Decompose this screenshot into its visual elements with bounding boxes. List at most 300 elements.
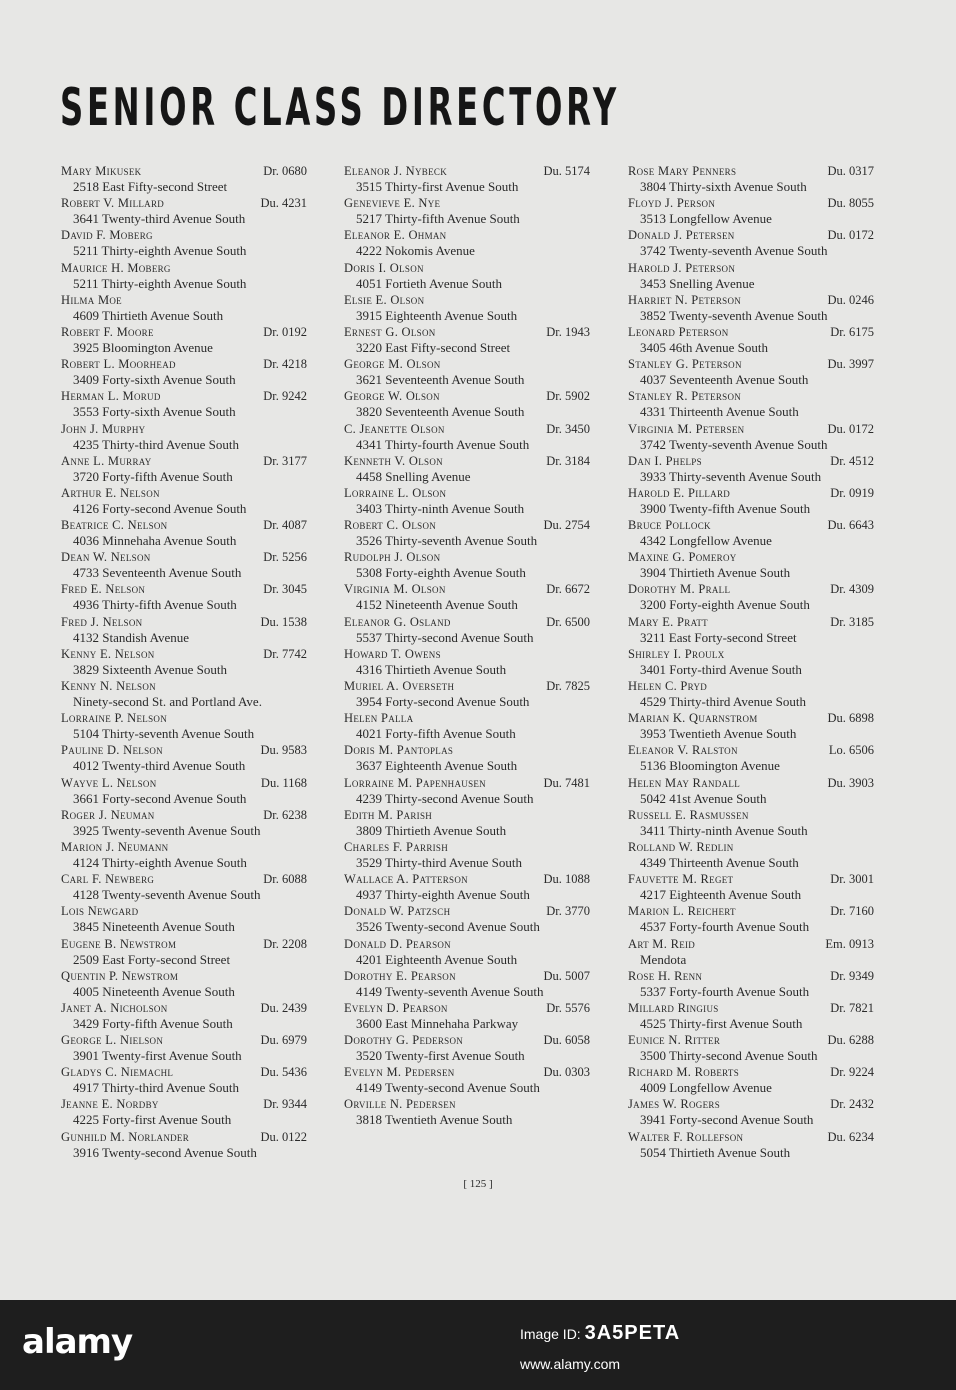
directory-entry [61, 904, 307, 936]
student-name: Jeanne E. Nordby [61, 1097, 159, 1112]
entry-heading [628, 840, 874, 855]
street-address: 4525 Thirty-first Avenue South [640, 1015, 803, 1031]
street-address: 3953 Twentieth Avenue South [640, 726, 797, 742]
entry-heading [61, 615, 307, 630]
student-name: Millard Ringius [628, 1000, 719, 1015]
entry-heading [344, 679, 590, 694]
phone-number: Du. 8055 [827, 196, 874, 211]
street-address: Mendota [640, 951, 687, 967]
student-name: Dan I. Phelps [628, 453, 702, 468]
student-name: Marion J. Neumann [61, 839, 169, 854]
phone-number: Dr. 9242 [263, 389, 307, 404]
street-address: 3529 Thirty-third Avenue South [356, 854, 522, 870]
directory-entry [628, 808, 874, 840]
street-address: 2518 East Fifty-second Street [73, 179, 228, 194]
entry-heading [61, 1001, 307, 1016]
directory-entry [61, 1033, 307, 1065]
directory-entry [628, 647, 874, 679]
entry-heading [628, 486, 874, 501]
entry-heading [61, 743, 307, 758]
entry-heading [344, 969, 590, 984]
student-name: Gunhild M. Norlander [61, 1129, 190, 1144]
student-name: Rudolph J. Olson [344, 550, 441, 565]
directory-entry [344, 486, 590, 518]
street-address: 3200 Forty-eighth Avenue South [640, 597, 810, 613]
directory-entry [61, 743, 307, 775]
street-address: 5104 Thirty-seventh Avenue South [73, 726, 255, 742]
street-address: 3411 Thirty-ninth Avenue South [640, 822, 808, 838]
student-name: Doris I. Olson [344, 260, 424, 275]
directory-entry [628, 1001, 874, 1033]
entry-heading [344, 582, 590, 597]
entry-heading [61, 904, 307, 919]
street-address: 4051 Fortieth Avenue South [356, 275, 503, 291]
street-address: 3429 Forty-fifth Avenue South [73, 1015, 233, 1031]
entry-heading [628, 1065, 874, 1080]
street-address: 3401 Forty-third Avenue South [640, 661, 802, 677]
directory-entry [61, 357, 307, 389]
phone-number: Du. 7481 [543, 775, 590, 790]
street-address: 4331 Thirteenth Avenue South [640, 404, 799, 420]
street-address: 4036 Minnehaha Avenue South [73, 533, 237, 549]
directory-entry [344, 422, 590, 454]
student-name: John J. Murphy [61, 421, 146, 436]
entry-heading [628, 937, 874, 952]
street-address: 3925 Twenty-seventh Avenue South [73, 822, 261, 838]
directory-entry [344, 228, 590, 260]
student-name: Mary E. Pratt [628, 614, 708, 629]
directory-entry [344, 1001, 590, 1033]
directory-entry [628, 1130, 874, 1162]
street-address: 4936 Thirty-fifth Avenue South [73, 597, 237, 613]
street-address: 3809 Thirtieth Avenue South [356, 822, 507, 838]
directory-entry [61, 711, 307, 743]
student-name: Elsie E. Olson [344, 292, 425, 307]
phone-number: Du. 6979 [260, 1033, 307, 1048]
phone-number: Dr. 6500 [546, 614, 590, 629]
student-name: Eunice N. Ritter [628, 1033, 721, 1048]
phone-number: Dr. 6672 [546, 582, 590, 597]
image-id-label: Image ID: [520, 1326, 581, 1342]
student-name: Maxine G. Pomeroy [628, 550, 737, 565]
directory-entry [344, 325, 590, 357]
street-address: 4124 Thirty-eighth Avenue South [73, 854, 247, 870]
student-name: Marion L. Reichert [628, 904, 736, 919]
phone-number: Du. 6643 [827, 518, 874, 533]
directory-column-2 [344, 164, 590, 1130]
phone-number: Dr. 9344 [263, 1097, 307, 1112]
street-address: 4217 Eighteenth Avenue South [640, 887, 802, 903]
entry-heading [61, 1033, 307, 1048]
student-name: Kenny E. Nelson [61, 646, 155, 661]
student-name: George W. Olson [344, 389, 440, 404]
entry-heading [61, 872, 307, 887]
student-name: Evelyn M. Pedersen [344, 1065, 455, 1080]
street-address: 3933 Thirty-seventh Avenue South [640, 468, 822, 484]
street-address: 3515 Thirty-first Avenue South [356, 179, 519, 194]
entry-heading [61, 293, 307, 308]
street-address: 3526 Twenty-second Avenue South [356, 919, 540, 935]
student-name: Beatrice C. Nelson [61, 518, 168, 533]
student-name: Russell E. Rasmussen [628, 807, 749, 822]
street-address: 4009 Longfellow Avenue [640, 1080, 772, 1096]
directory-entry [61, 872, 307, 904]
street-address: 3220 East Fifty-second Street [356, 339, 511, 355]
directory-entry [344, 840, 590, 872]
entry-heading [61, 196, 307, 211]
street-address: 4037 Seventeenth Avenue South [640, 372, 809, 388]
street-address: 3720 Forty-fifth Avenue South [73, 468, 233, 484]
entry-heading [344, 1065, 590, 1080]
street-address: 3916 Twenty-second Avenue South [73, 1144, 257, 1160]
directory-entry [344, 711, 590, 743]
phone-number: Dr. 9224 [830, 1065, 874, 1080]
directory-entry [628, 196, 874, 228]
entry-heading [628, 550, 874, 565]
student-name: Donald W. Patzsch [344, 904, 451, 919]
entry-heading [628, 615, 874, 630]
student-name: Robert V. Millard [61, 196, 165, 211]
entry-heading [344, 840, 590, 855]
student-name: Art M. Reid [628, 936, 696, 951]
street-address: 4341 Thirty-fourth Avenue South [356, 436, 530, 452]
directory-entry [61, 776, 307, 808]
street-address: 4937 Thirty-eighth Avenue South [356, 887, 530, 903]
phone-number: Dr. 6088 [263, 872, 307, 887]
directory-entry [61, 486, 307, 518]
student-name: Ernest G. Olson [344, 324, 436, 339]
phone-number: Dr. 6175 [830, 324, 874, 339]
directory-entry [628, 518, 874, 550]
directory-entry [344, 904, 590, 936]
student-name: Muriel A. Overseth [344, 679, 455, 693]
student-name: Charles F. Parrish [344, 839, 449, 854]
directory-entry [61, 389, 307, 421]
street-address: 5537 Thirty-second Avenue South [356, 629, 534, 645]
entry-heading [344, 325, 590, 340]
entry-heading [628, 1001, 874, 1016]
entry-heading [628, 261, 874, 276]
street-address: 3925 Bloomington Avenue [73, 339, 213, 355]
directory-entry [628, 454, 874, 486]
student-name: Gladys C. Niemachl [61, 1065, 174, 1080]
student-name: Kenny N. Nelson [61, 679, 156, 693]
phone-number: Dr. 4087 [263, 518, 307, 533]
student-name: Rose Mary Penners [628, 164, 737, 178]
directory-entry [61, 582, 307, 614]
image-id-value: 3A5PETA [584, 1322, 681, 1344]
phone-number: Du. 6234 [827, 1129, 874, 1144]
student-name: Rolland W. Redlin [628, 839, 734, 854]
entry-heading [61, 582, 307, 597]
street-address: 3829 Sixteenth Avenue South [73, 661, 227, 677]
student-name: Robert F. Moore [61, 324, 154, 339]
student-name: Robert C. Olson [344, 518, 437, 533]
brand-logo: alamy [22, 1322, 133, 1362]
directory-entry [344, 776, 590, 808]
entry-heading [628, 357, 874, 372]
student-name: George M. Olson [344, 357, 441, 372]
entry-heading [344, 550, 590, 565]
entry-heading [344, 1097, 590, 1112]
entry-heading [344, 872, 590, 887]
directory-entry [628, 486, 874, 518]
street-address: 3804 Thirty-sixth Avenue South [640, 179, 807, 194]
phone-number: Du. 9583 [260, 743, 307, 758]
phone-number: Dr. 5576 [546, 1000, 590, 1015]
student-name: Carl F. Newberg [61, 872, 155, 887]
student-name: Bruce Pollock [628, 518, 711, 533]
phone-number: Du. 2754 [543, 518, 590, 533]
directory-entry [344, 937, 590, 969]
entry-heading [344, 357, 590, 372]
student-name: Rose H. Renn [628, 968, 703, 983]
student-name: Marian K. Quarnstrom [628, 711, 758, 726]
entry-heading [628, 1130, 874, 1145]
directory-entry [61, 454, 307, 486]
directory-entry [628, 389, 874, 421]
entry-heading [628, 776, 874, 791]
student-name: James W. Rogers [628, 1097, 721, 1112]
entry-heading [628, 679, 874, 694]
phone-number: Du. 3997 [827, 357, 874, 372]
phone-number: Dr. 3450 [546, 421, 590, 436]
entry-heading [61, 261, 307, 276]
phone-number: Du. 0303 [543, 1065, 590, 1080]
entry-heading [628, 196, 874, 211]
entry-heading [61, 228, 307, 243]
directory-column-1 [61, 164, 307, 1162]
phone-number: Dr. 7742 [263, 646, 307, 661]
student-name: Arthur E. Nelson [61, 485, 160, 500]
student-name: Dorothy G. Pederson [344, 1033, 464, 1048]
phone-number: Du. 0122 [260, 1129, 307, 1144]
entry-heading [61, 164, 307, 179]
street-address: 4012 Twenty-third Avenue South [73, 758, 246, 774]
directory-entry [344, 679, 590, 711]
student-name: Helen May Randall [628, 775, 740, 790]
student-name: Walter F. Rollefson [628, 1129, 744, 1144]
entry-heading [61, 357, 307, 372]
directory-entry [344, 389, 590, 421]
student-name: Lois Newgard [61, 904, 139, 919]
phone-number: Du. 0317 [827, 164, 874, 178]
street-address: 3637 Eighteenth Avenue South [356, 758, 518, 774]
street-address: 3500 Thirty-second Avenue South [640, 1048, 818, 1064]
student-name: Donald D. Pearson [344, 936, 451, 951]
phone-number: Du. 4231 [260, 196, 307, 211]
directory-entry [628, 357, 874, 389]
street-address: 4128 Twenty-seventh Avenue South [73, 887, 261, 903]
entry-heading [61, 486, 307, 501]
phone-number: Dr. 5256 [263, 550, 307, 565]
entry-heading [61, 808, 307, 823]
directory-entry [61, 1130, 307, 1162]
directory-entry [61, 293, 307, 325]
student-name: Dean W. Nelson [61, 550, 151, 565]
phone-number: Dr. 3045 [263, 582, 307, 597]
street-address: 3901 Twenty-first Avenue South [73, 1048, 242, 1064]
student-name: David F. Moberg [61, 228, 153, 243]
site-url: www.alamy.com [520, 1356, 621, 1372]
directory-entry [628, 679, 874, 711]
entry-heading [628, 969, 874, 984]
student-name: Lorraine P. Nelson [61, 711, 168, 726]
directory-column-3 [628, 164, 874, 1162]
phone-number: Du. 6058 [543, 1033, 590, 1048]
directory-entry [344, 582, 590, 614]
directory-entry [61, 1065, 307, 1097]
directory-entry [344, 647, 590, 679]
directory-entry [61, 325, 307, 357]
student-name: Eleanor V. Ralston [628, 743, 738, 758]
entry-heading [61, 1097, 307, 1112]
directory-entry [628, 550, 874, 582]
entry-heading [628, 1097, 874, 1112]
street-address: 4458 Snelling Avenue [356, 468, 471, 484]
street-address: 3742 Twenty-seventh Avenue South [640, 436, 828, 452]
directory-entry [61, 840, 307, 872]
student-name: Maurice H. Moberg [61, 260, 171, 275]
entry-heading [61, 969, 307, 984]
student-name: Doris M. Pantoplas [344, 743, 454, 758]
phone-number: Dr. 1943 [546, 324, 590, 339]
phone-number: Dr. 4309 [830, 582, 874, 597]
entry-heading [344, 228, 590, 243]
directory-entry [61, 679, 307, 711]
entry-heading [628, 711, 874, 726]
student-name: Eugene B. Newstrom [61, 936, 177, 951]
phone-number: Dr. 0919 [830, 485, 874, 500]
entry-heading [344, 743, 590, 758]
image-id [520, 1322, 680, 1345]
entry-heading [61, 711, 307, 726]
phone-number: Dr. 3001 [830, 872, 874, 887]
entry-heading [628, 325, 874, 340]
street-address: 4021 Forty-fifth Avenue South [356, 726, 516, 742]
directory-entry [628, 776, 874, 808]
entry-heading [344, 711, 590, 726]
street-address: 3513 Longfellow Avenue [640, 211, 772, 227]
phone-number: Du. 0172 [827, 228, 874, 243]
student-name: Eleanor G. Osland [344, 614, 451, 629]
directory-entry [61, 164, 307, 196]
student-name: Kenneth V. Olson [344, 453, 443, 468]
student-name: Janet A. Nicholson [61, 1000, 168, 1015]
street-address: 4917 Thirty-third Avenue South [73, 1080, 239, 1096]
entry-heading [61, 647, 307, 662]
street-address: 3852 Twenty-seventh Avenue South [640, 307, 828, 323]
directory-entry [628, 711, 874, 743]
phone-number: Dr. 3770 [546, 904, 590, 919]
directory-entry [61, 1001, 307, 1033]
street-address: 3600 East Minnehaha Parkway [356, 1015, 519, 1031]
student-name: Leonard Peterson [628, 324, 729, 339]
student-name: Evelyn D. Pearson [344, 1000, 448, 1015]
student-name: Virginia M. Petersen [628, 421, 745, 436]
street-address: 5136 Bloomington Avenue [640, 758, 780, 774]
stock-footer [0, 1300, 956, 1390]
student-name: Eleanor J. Nybeck [344, 164, 448, 178]
street-address: 3405 46th Avenue South [640, 339, 768, 355]
entry-heading [344, 808, 590, 823]
phone-number: Du. 0172 [827, 421, 874, 436]
entry-heading [628, 454, 874, 469]
directory-entry [61, 615, 307, 647]
student-name: Fred E. Nelson [61, 582, 146, 597]
phone-number: Dr. 2432 [830, 1097, 874, 1112]
directory-entry [628, 261, 874, 293]
street-address: 4126 Forty-second Avenue South [73, 500, 247, 516]
entry-heading [61, 776, 307, 791]
student-name: Fred J. Nelson [61, 614, 143, 629]
phone-number: Dr. 2208 [263, 936, 307, 951]
entry-heading [61, 1065, 307, 1080]
student-name: Stanley R. Peterson [628, 389, 742, 404]
student-name: Eleanor E. Ohman [344, 228, 447, 243]
phone-number: Dr. 5902 [546, 389, 590, 404]
phone-number: Du. 1538 [260, 614, 307, 629]
entry-heading [628, 228, 874, 243]
phone-number: Du. 1168 [260, 775, 307, 790]
phone-number: Dr. 4512 [830, 453, 874, 468]
directory-entry [628, 1097, 874, 1129]
directory-entry [628, 1065, 874, 1097]
phone-number: Du. 3903 [827, 775, 874, 790]
street-address: 3904 Thirtieth Avenue South [640, 565, 791, 581]
street-address: 4235 Thirty-third Avenue South [73, 436, 239, 452]
student-name: Richard M. Roberts [628, 1065, 740, 1080]
student-name: Pauline D. Nelson [61, 743, 163, 758]
street-address: 4529 Thirty-third Avenue South [640, 694, 806, 709]
page-title: SENIOR CLASS DIRECTORY [60, 78, 620, 138]
entry-heading [344, 937, 590, 952]
directory-entry [344, 454, 590, 486]
phone-number: Dr. 6238 [263, 807, 307, 822]
street-address: 4349 Thirteenth Avenue South [640, 854, 799, 870]
directory-entry [628, 1033, 874, 1065]
student-name: Mary Mikusek [61, 164, 142, 178]
street-address: 3820 Seventeenth Avenue South [356, 404, 525, 420]
student-name: Helen C. Pryd [628, 679, 708, 693]
directory-entry [628, 422, 874, 454]
directory-entry [61, 808, 307, 840]
directory-entry [344, 1065, 590, 1097]
directory-entry [344, 518, 590, 550]
entry-heading [344, 615, 590, 630]
street-address: 4132 Standish Avenue [73, 629, 190, 645]
student-name: Lorraine M. Papenhausen [344, 775, 486, 790]
entry-heading [61, 1130, 307, 1145]
street-address: 4537 Forty-fourth Avenue South [640, 919, 810, 935]
directory-entry [344, 743, 590, 775]
directory-entry [628, 293, 874, 325]
student-name: George L. Nielson [61, 1033, 164, 1048]
entry-heading [344, 1001, 590, 1016]
street-address: Ninety-second St. and Portland Ave. [73, 694, 262, 709]
entry-heading [344, 904, 590, 919]
entry-heading [344, 293, 590, 308]
entry-heading [344, 261, 590, 276]
student-name: Donald J. Petersen [628, 228, 735, 243]
directory-entry [61, 196, 307, 228]
phone-number: Dr. 7160 [830, 904, 874, 919]
street-address: 3553 Forty-sixth Avenue South [73, 404, 236, 420]
student-name: Wayve L. Nelson [61, 775, 157, 790]
street-address: 3661 Forty-second Avenue South [73, 790, 247, 806]
entry-heading [61, 454, 307, 469]
directory-entry [628, 840, 874, 872]
